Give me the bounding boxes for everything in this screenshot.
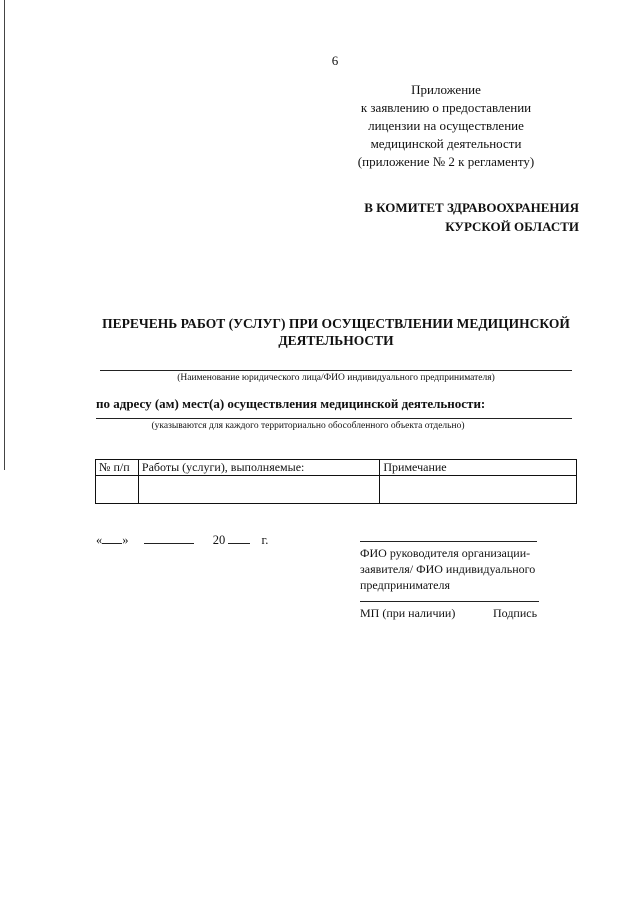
- month-blank[interactable]: [144, 531, 194, 544]
- address-fill-line[interactable]: [96, 418, 572, 419]
- signatory-line-1: ФИО руководителя организации-: [360, 546, 531, 560]
- document-title: [96, 315, 576, 349]
- signatory-line-3: предпринимателя: [360, 578, 450, 592]
- year-suffix: г.: [261, 533, 269, 547]
- date-open-quote: «: [96, 533, 103, 547]
- name-fill-line[interactable]: [100, 370, 572, 371]
- annex-line-1: Приложение: [411, 82, 481, 97]
- table-header-row: [96, 460, 577, 476]
- cell-note[interactable]: [380, 476, 577, 504]
- cell-number[interactable]: [96, 476, 139, 504]
- address-label: по адресу (ам) мест(а) осуществления медицинской деятельности:: [96, 396, 486, 411]
- year-blank[interactable]: [228, 531, 250, 544]
- date-close-quote: »: [122, 533, 129, 547]
- recipient-line-1: В КОМИТЕТ ЗДРАВООХРАНЕНИЯ: [364, 200, 579, 215]
- signatory-caption: [360, 545, 560, 593]
- year-prefix: 20: [212, 533, 226, 547]
- name-signature-line[interactable]: [360, 541, 537, 542]
- annex-line-4: медицинской деятельности: [370, 136, 522, 151]
- page-number: 6: [331, 53, 339, 68]
- recipient-block: [300, 198, 579, 236]
- signatory-line-2: заявителя/ ФИО индивидуального: [360, 562, 536, 576]
- name-hint: (Наименование юридического лица/ФИО индивидуального предпринимателя): [177, 373, 495, 383]
- recipient-line-2: КУРСКОЙ ОБЛАСТИ: [445, 219, 579, 234]
- annex-line-5: (приложение № 2 к регламенту): [357, 154, 535, 169]
- cell-works[interactable]: [138, 476, 379, 504]
- header-works: Работы (услуги), выполняемые:: [138, 460, 379, 476]
- stamp-label: МП (при наличии): [360, 606, 456, 620]
- margin-rule: [4, 0, 5, 470]
- day-blank[interactable]: [102, 531, 122, 544]
- title-line-1: ПЕРЕЧЕНЬ РАБОТ (УСЛУГ) ПРИ ОСУЩЕСТВЛЕНИИ МЕДИЦИНСКОЙ: [102, 316, 570, 331]
- annex-block: [336, 81, 556, 171]
- annex-line-2: к заявлению о предоставлении: [360, 100, 532, 115]
- table-row: [96, 476, 577, 504]
- title-line-2: ДЕЯТЕЛЬНОСТИ: [278, 333, 394, 348]
- sign-label: Подпись: [493, 606, 538, 620]
- annex-line-3: лицензии на осуществление: [368, 118, 524, 133]
- address-hint: (указываются для каждого территориально обособленного объекта отдельно): [151, 421, 465, 431]
- header-number: № п/п: [96, 460, 139, 476]
- stamp-signature-line[interactable]: [360, 601, 539, 602]
- date-field: [96, 531, 268, 548]
- works-table: [95, 459, 577, 504]
- header-note: Примечание: [380, 460, 577, 476]
